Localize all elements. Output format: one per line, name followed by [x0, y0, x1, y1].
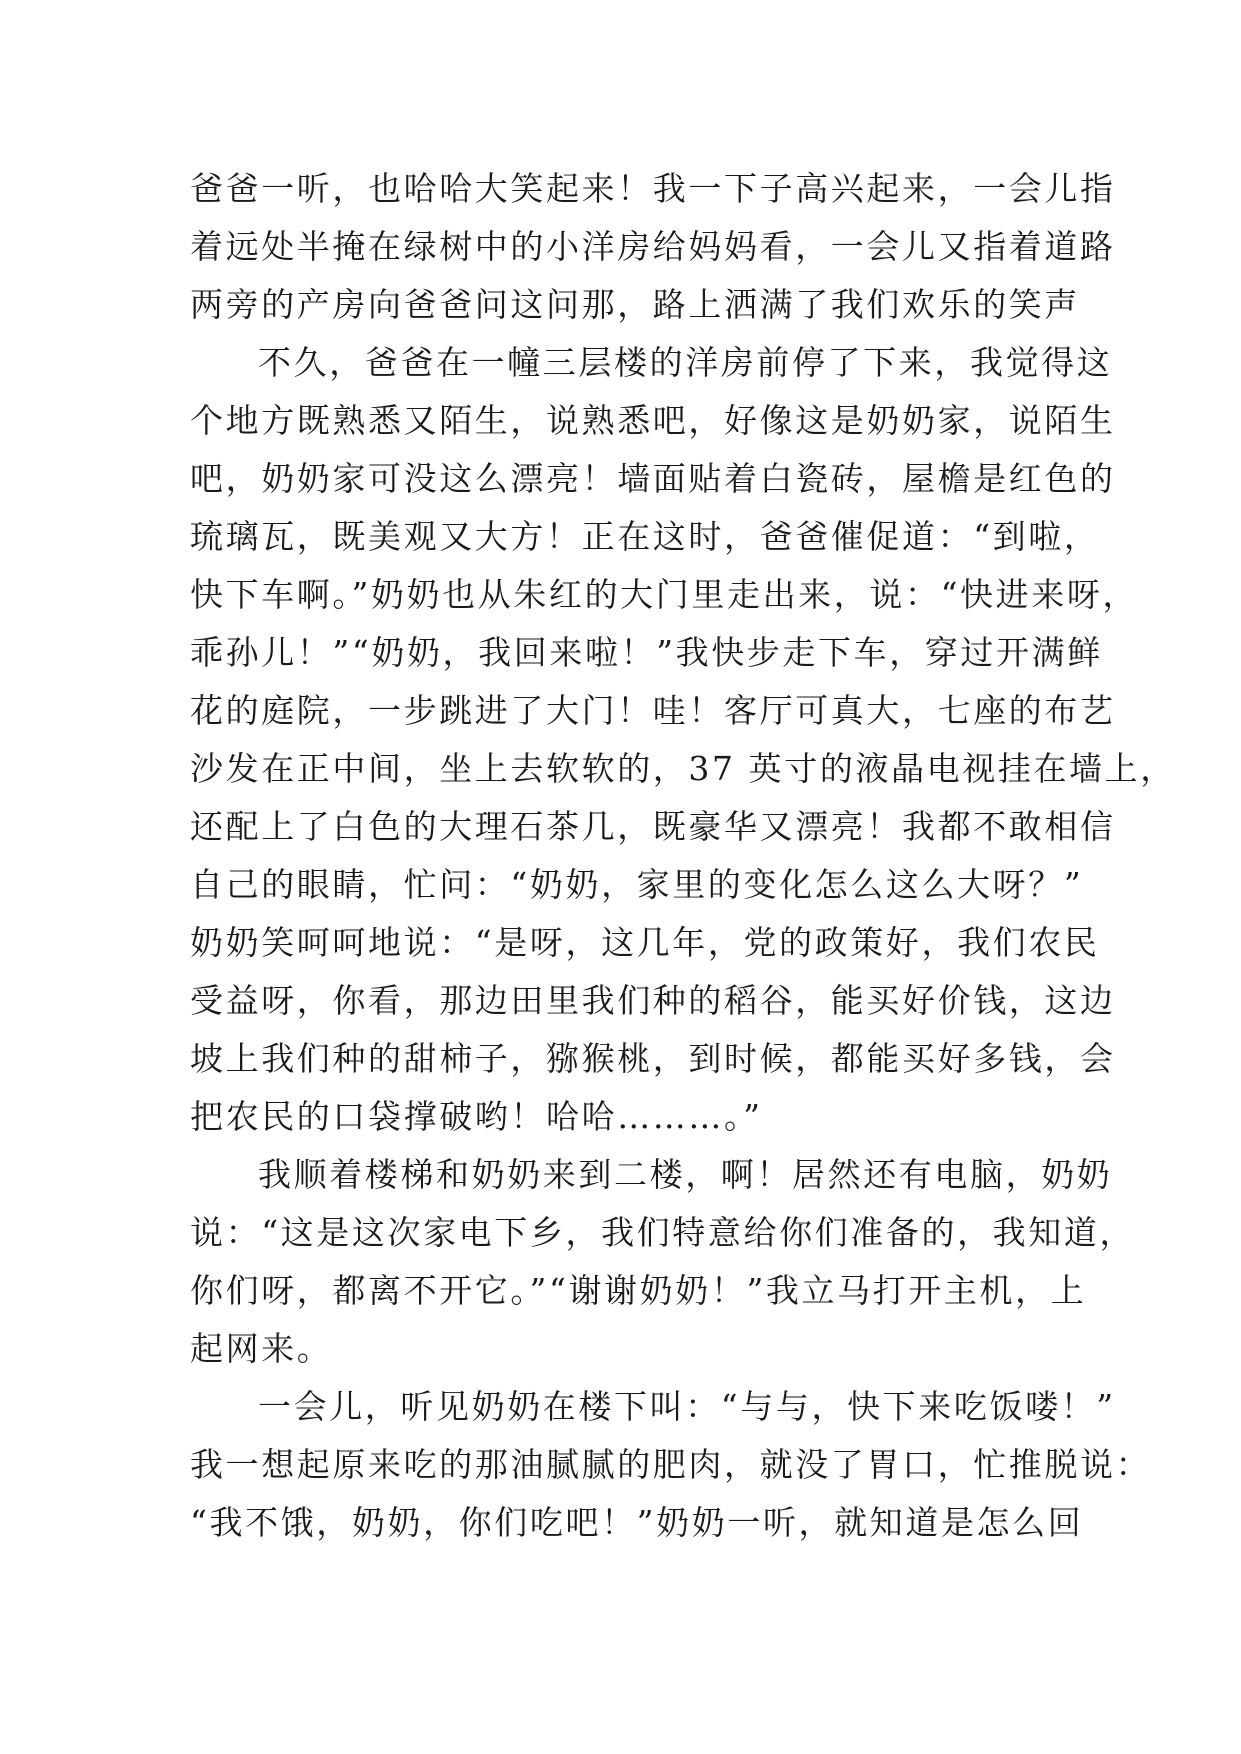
text-line: 你们呀，都离不开它。”“谢谢奶奶！”我立马打开主机，上: [190, 1271, 1087, 1310]
text-line: 琉璃瓦，既美观又大方！正在这时，爸爸催促道：“到啦，: [190, 517, 1100, 556]
paragraph-4: [190, 1378, 1152, 1552]
text-line: 乖孙儿！”“奶奶，我回来啦！”我快步走下车，穿过开满鲜: [190, 633, 1103, 672]
text-line: 爸爸一听，也哈哈大笑起来！我一下子高兴起来，一会儿指: [190, 169, 1116, 208]
text-line: 吧，奶奶家可没这么漂亮！墙面贴着白瓷砖，屋檐是红色的: [190, 459, 1116, 498]
body-text: [190, 160, 1176, 1552]
text-line: 还配上了白色的大理石茶几，既豪华又漂亮！我都不敢相信: [190, 807, 1116, 846]
text-line: 着远处半掩在绿树中的小洋房给妈妈看，一会儿又指着道路: [190, 227, 1116, 266]
text-line: 快下车啊。”奶奶也从朱红的大门里走出来，说：“快进来呀，: [190, 575, 1139, 614]
text-line: 一会儿，听见奶奶在楼下叫：“与与，快下来吃饭喽！”: [258, 1387, 1116, 1426]
text-line: 沙发在正中间，坐上去软软的，37 英寸的液晶电视挂在墙上，: [190, 749, 1176, 788]
paragraph-3: [190, 1146, 1136, 1378]
text-line: 不久，爸爸在一幢三层楼的洋房前停了下来，我觉得这: [258, 343, 1113, 382]
paragraph-1: [190, 160, 1116, 334]
text-line: 个地方既熟悉又陌生，说熟悉吧，好像这是奶奶家，说陌生: [190, 401, 1116, 440]
text-line: “我不饿，奶奶，你们吃吧！”奶奶一听，就知道是怎么回: [190, 1503, 1084, 1542]
text-line: 我顺着楼梯和奶奶来到二楼，啊！居然还有电脑，奶奶: [258, 1155, 1113, 1194]
text-line: 受益呀，你看，那边田里我们种的稻谷，能买好价钱，这边: [190, 981, 1116, 1020]
text-line: 奶奶笑呵呵地说：“是呀，这几年，党的政策好，我们农民: [190, 923, 1100, 962]
text-line: 坡上我们种的甜柿子，猕猴桃，到时候，都能买好多钱，会: [190, 1039, 1116, 1078]
paragraph-2: [190, 334, 1176, 1146]
text-line: 两旁的产房向爸爸问这问那，路上洒满了我们欢乐的笑声: [190, 285, 1080, 324]
text-line: 自己的眼睛，忙问：“奶奶，家里的变化怎么这么大呀？”: [190, 865, 1084, 904]
text-line: 我一想起原来吃的那油腻腻的肥肉，就没了胃口，忙推脱说：: [190, 1445, 1152, 1484]
text-line: 说：“这是这次家电下乡，我们特意给你们准备的，我知道，: [190, 1213, 1136, 1252]
text-line: 花的庭院，一步跳进了大门！哇！客厅可真大，七座的布艺: [190, 691, 1116, 730]
text-line: 把农民的口袋撑破哟！哈哈………。”: [190, 1097, 763, 1136]
text-line: 起网来。: [190, 1329, 333, 1368]
